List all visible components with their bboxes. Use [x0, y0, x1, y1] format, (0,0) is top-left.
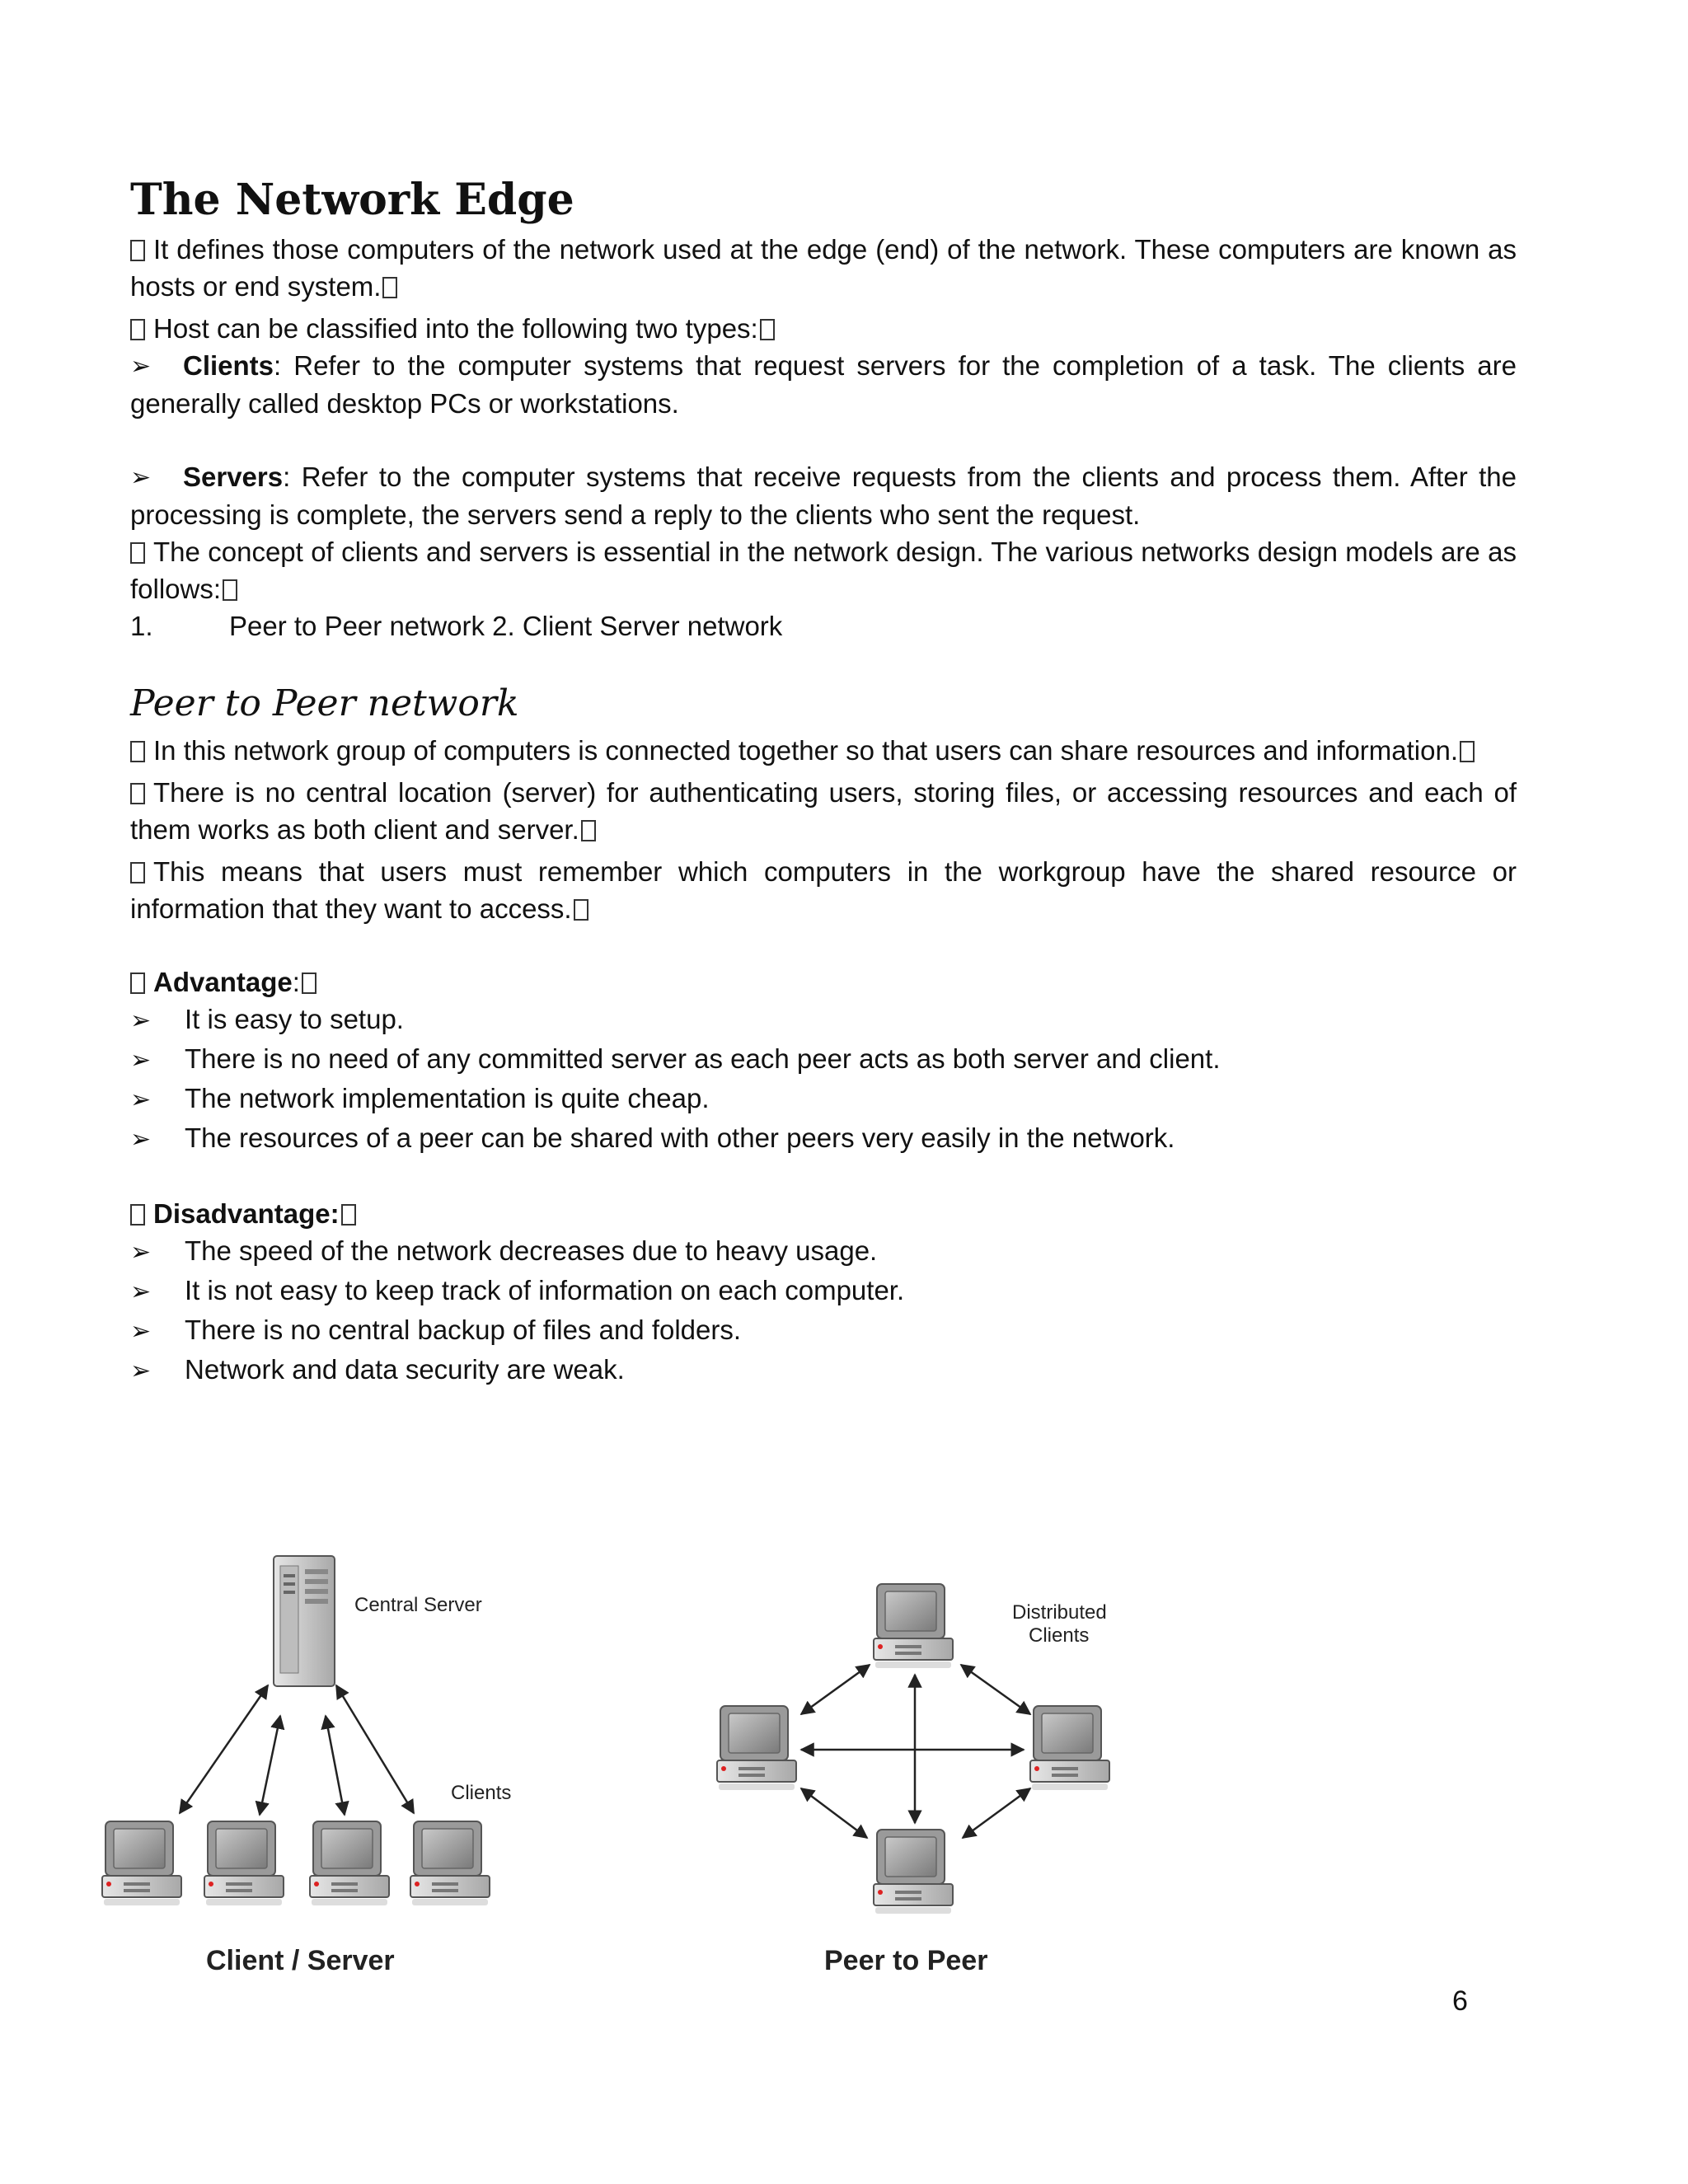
peer-computer-icon — [717, 1706, 796, 1790]
list-item-text: The resources of a peer can be shared with other peers very easily in the network. — [185, 1122, 1175, 1153]
missing-glyph-icon — [581, 820, 596, 841]
servers-paragraph — [130, 458, 1517, 533]
page-title: The Network Edge — [130, 175, 574, 225]
missing-glyph-icon — [341, 1204, 356, 1226]
disadvantage-heading — [130, 1195, 1517, 1232]
distributed-label-line-1: Distributed — [1012, 1601, 1107, 1624]
missing-glyph-icon — [760, 319, 775, 340]
disadvantage-heading-text: Disadvantage: — [153, 1198, 340, 1229]
list-item-text: Network and data security are weak. — [185, 1354, 625, 1385]
list-item — [130, 1272, 1517, 1311]
peer-computer-icon — [874, 1584, 953, 1668]
connection-line — [260, 1716, 280, 1815]
arrow-bullet-icon: ➢ — [130, 1318, 152, 1345]
missing-glyph-icon — [130, 741, 145, 762]
advantage-heading-text: Advantage — [153, 967, 293, 997]
intro-paragraph-2 — [130, 310, 1517, 347]
peer-to-peer-caption: Peer to Peer — [824, 1945, 988, 1976]
missing-glyph-icon — [130, 240, 145, 261]
connection-line — [326, 1716, 345, 1815]
missing-glyph-icon — [302, 972, 316, 994]
list-item — [130, 1311, 1517, 1351]
arrow-bullet-icon: ➢ — [130, 1126, 152, 1153]
disadvantage-list — [130, 1232, 1517, 1390]
servers-label: Servers — [183, 462, 284, 492]
arrow-bullet-icon: ➢ — [130, 464, 152, 491]
p2p-text-3: This means that users must remember which computers in the workgroup have the shared resource or information that they want to access. — [130, 856, 1517, 924]
intro-text-2: Host can be classified into the following two types: — [153, 313, 758, 344]
list-item-text: The network implementation is quite cheap. — [185, 1083, 710, 1113]
arrow-bullet-icon: ➢ — [130, 1047, 152, 1074]
advantage-heading: Advantage: — [130, 963, 1517, 1001]
client-computer-icon — [204, 1821, 284, 1905]
client-computer-icon — [102, 1821, 181, 1905]
arrow-bullet-icon: ➢ — [130, 353, 152, 380]
peer-computer-icon — [1030, 1706, 1109, 1790]
connection-line — [961, 1665, 1030, 1714]
intro-text-3: The concept of clients and servers is essential in the network design. The various networks design models are as follows: — [130, 537, 1517, 604]
arrow-bullet-icon: ➢ — [130, 1357, 152, 1385]
missing-glyph-icon — [130, 862, 145, 883]
document-body — [130, 171, 1517, 1390]
clients-text: : Refer to the computer systems that request servers for the completion of a task. The clients are generally called desktop PCs or workstations. — [130, 350, 1517, 419]
missing-glyph-icon — [382, 277, 397, 298]
connection-line — [801, 1665, 870, 1714]
peer-to-peer-diagram — [717, 1584, 1109, 1976]
missing-glyph-icon — [130, 783, 145, 804]
list-item — [130, 1080, 1517, 1119]
network-diagram — [82, 1549, 1236, 1978]
servers-text: : Refer to the computer systems that receive requests from the clients and process them. After the processing is complete, the servers send a reply to the clients who sent the request. — [130, 462, 1517, 530]
p2p-text-1: In this network group of computers is connected together so that users can share resources and information. — [153, 735, 1459, 766]
list-item — [130, 1001, 1517, 1040]
list-item-text: There is no central backup of files and folders. — [185, 1315, 742, 1345]
missing-glyph-icon — [1460, 741, 1475, 762]
p2p-paragraph-2 — [130, 774, 1517, 848]
central-server-icon — [274, 1556, 335, 1686]
arrow-bullet-icon: ➢ — [130, 1239, 152, 1266]
arrow-bullet-icon: ➢ — [130, 1278, 152, 1305]
clients-label: Clients — [183, 350, 274, 381]
missing-glyph-icon — [130, 319, 145, 340]
list-item — [130, 1232, 1517, 1272]
arrow-bullet-icon: ➢ — [130, 1007, 152, 1034]
page-number: 6 — [1452, 1985, 1468, 2017]
models-list-item — [130, 607, 1517, 644]
distributed-label-line-2: Clients — [1029, 1624, 1090, 1647]
list-item — [130, 1351, 1517, 1390]
intro-paragraph-1 — [130, 231, 1517, 305]
list-number: 1. — [130, 611, 153, 641]
central-server-label: Central Server — [354, 1594, 482, 1616]
clients-label: Clients — [451, 1782, 512, 1804]
clients-paragraph — [130, 347, 1517, 422]
list-item-text: There is no need of any committed server as each peer acts as both server and client. — [185, 1043, 1221, 1074]
section-heading-p2p: Peer to Peer network — [130, 682, 519, 724]
list-item — [130, 1040, 1517, 1080]
intro-paragraph-3 — [130, 533, 1517, 607]
client-server-caption: Client / Server — [206, 1945, 395, 1976]
p2p-paragraph-1 — [130, 732, 1517, 769]
p2p-text-2: There is no central location (server) for authenticating users, storing files, or accessing resources and each of them works as both client and server. — [130, 777, 1517, 845]
connection-line — [801, 1788, 867, 1838]
list-item — [130, 1119, 1517, 1159]
list-item-text: The speed of the network decreases due to heavy usage. — [185, 1235, 878, 1266]
list-item-text: It is easy to setup. — [185, 1004, 404, 1034]
connection-line — [336, 1685, 414, 1813]
peer-computer-icon — [874, 1830, 953, 1914]
intro-text-1: It defines those computers of the network used at the edge (end) of the network. These computers are known as hosts or end system. — [130, 234, 1517, 302]
missing-glyph-icon — [130, 1204, 145, 1226]
advantage-list — [130, 1001, 1517, 1159]
client-server-diagram — [102, 1556, 511, 1976]
list-text: Peer to Peer network 2. Client Server network — [229, 611, 783, 641]
list-item-text: It is not easy to keep track of information on each computer. — [185, 1275, 905, 1305]
p2p-paragraph-3 — [130, 853, 1517, 927]
arrow-bullet-icon: ➢ — [130, 1086, 152, 1113]
client-computer-icon — [310, 1821, 389, 1905]
missing-glyph-icon — [574, 899, 588, 921]
connection-line — [963, 1788, 1030, 1838]
missing-glyph-icon — [223, 579, 237, 601]
missing-glyph-icon — [130, 542, 145, 564]
client-computer-icon — [410, 1821, 490, 1905]
missing-glyph-icon — [130, 972, 145, 994]
connection-line — [180, 1685, 268, 1813]
